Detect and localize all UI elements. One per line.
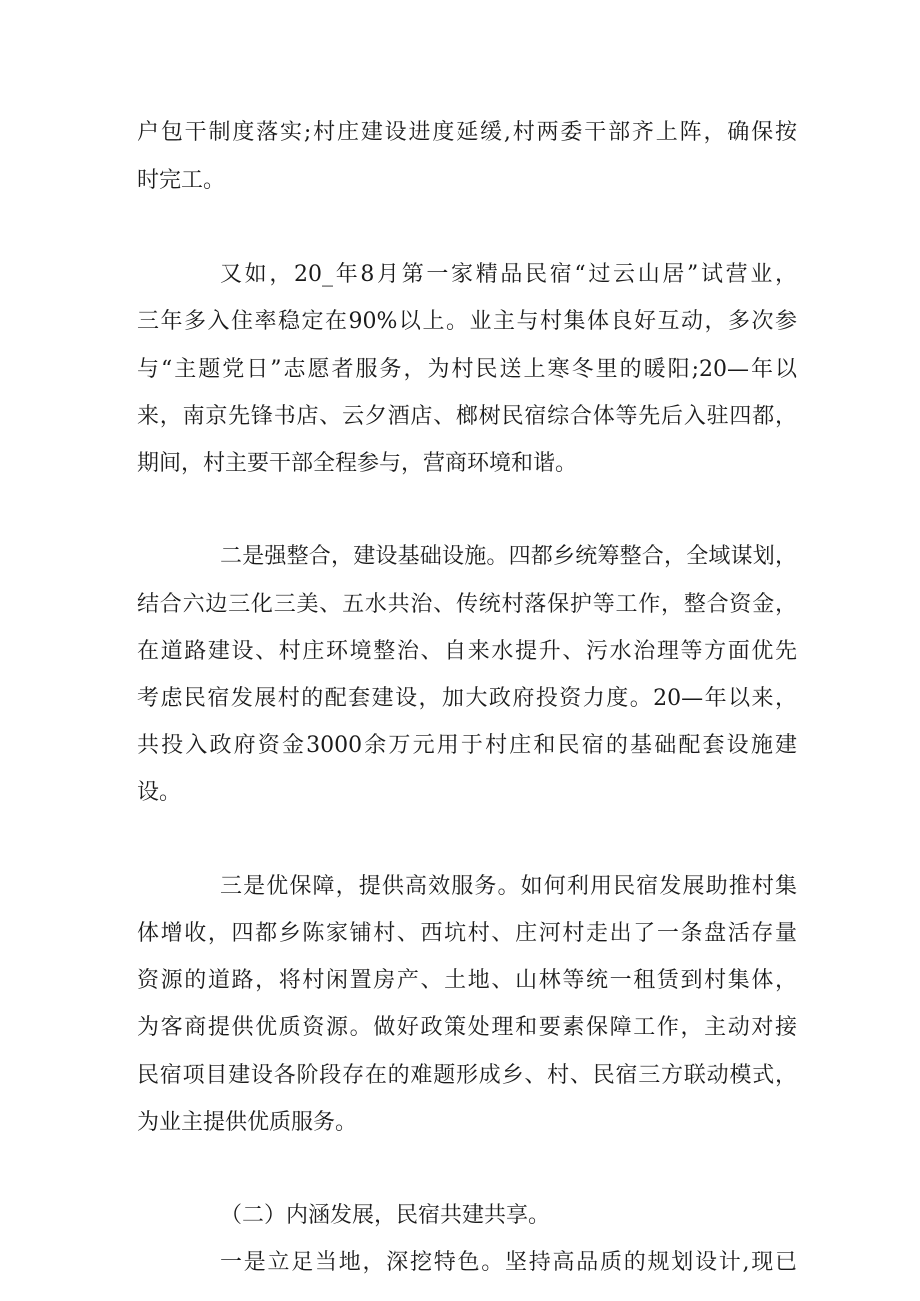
text-line: 与“主题党日”志愿者服务，为村民送上寒冬里的暖阳;20—年以	[137, 357, 797, 382]
text-line: 在道路建设、村庄环境整治、自来水提升、污水治理等方面优先	[137, 639, 797, 664]
text-line: 共投入政府资金3000余万元用于村庄和民宿的基础配套设施建	[137, 733, 797, 758]
text-line: 时完工。	[137, 168, 226, 193]
text-line: 结合六边三化三美、五水共治、传统村落保护等工作，整合资金，	[137, 592, 797, 617]
paragraph-start-line: 二是强整合，建设基础设施。四都乡统筹整合，全域谋划，	[220, 544, 797, 569]
text-line: 期间，村主要干部全程参与，营商环境和谐。	[137, 451, 578, 476]
text-line: 户包干制度落实;村庄建设进度延缓,村两委干部齐上阵，确保按	[137, 120, 797, 145]
text-line: 资源的道路，将村闲置房产、土地、山林等统一租赁到村集体，	[137, 968, 797, 993]
text-line: 民宿项目建设各阶段存在的难题形成乡、村、民宿三方联动模式，	[137, 1063, 797, 1088]
text-line: 考虑民宿发展村的配套建设，加大政府投资力度。20—年以来，	[137, 686, 797, 711]
paragraph-start-line: 三是优保障，提供高效服务。如何利用民宿发展助推村集	[220, 874, 797, 899]
text-line: 来，南京先锋书店、云夕酒店、榔树民宿综合体等先后入驻四都，	[137, 404, 797, 429]
paragraph-start-line: 又如，20_年8月第一家精品民宿“过云山居”试营业，	[220, 262, 797, 287]
section-heading: （二）内涵发展，民宿共建共享。	[220, 1203, 551, 1228]
text-line: 为客商提供优质资源。做好政策处理和要素保障工作，主动对接	[137, 1015, 797, 1040]
text-line: 设。	[137, 780, 182, 805]
text-line: 为业主提供优质服务。	[137, 1110, 358, 1135]
text-line: 体增收，四都乡陈家铺村、西坑村、庄河村走出了一条盘活存量	[137, 921, 797, 946]
text-line: 三年多入住率稳定在90%以上。业主与村集体良好互动，多次参	[137, 309, 797, 334]
paragraph-start-line: 一是立足当地，深挖特色。坚持高品质的规划设计,现已	[220, 1250, 797, 1275]
